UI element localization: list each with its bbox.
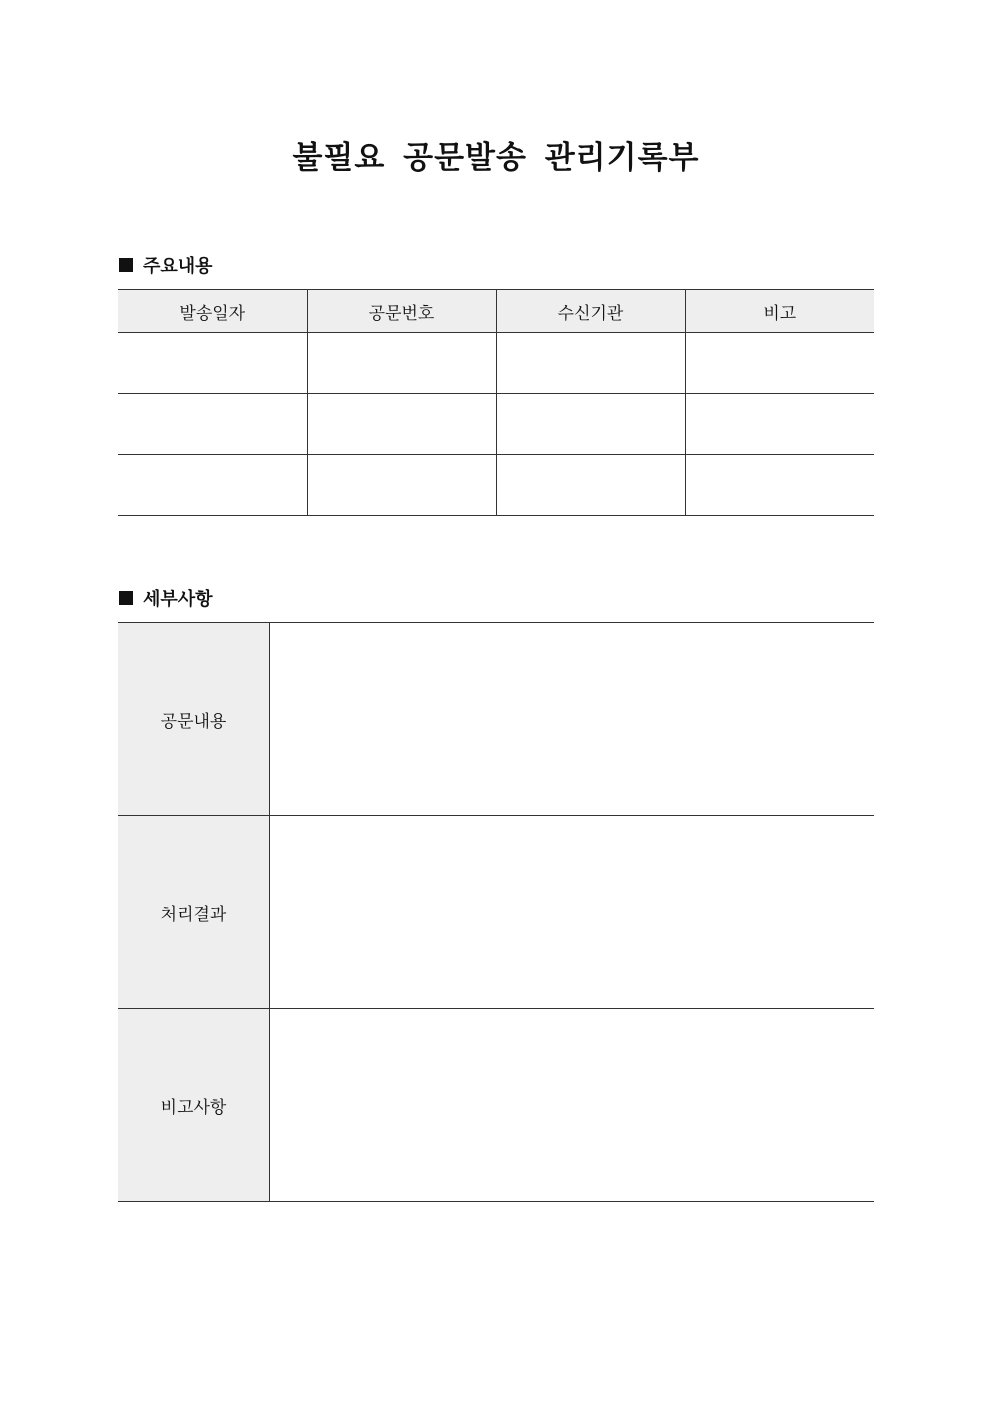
summary-table: [118, 289, 874, 516]
column-header-recipient-agency: 수신기관: [496, 290, 685, 333]
recipient-agency-cell[interactable]: [496, 394, 685, 455]
detail-label-processing-result: 처리결과: [118, 816, 270, 1009]
table-row: [118, 333, 874, 394]
recipient-agency-cell[interactable]: [496, 455, 685, 516]
remarks-cell[interactable]: [685, 455, 874, 516]
detail-row-processing-result: [118, 816, 874, 1009]
column-header-document-number: 공문번호: [307, 290, 496, 333]
details-section-title: 세부사항: [143, 589, 213, 610]
send-date-cell[interactable]: [118, 455, 307, 516]
detail-value-remarks[interactable]: [270, 1009, 875, 1202]
detail-value-processing-result[interactable]: [270, 816, 875, 1009]
black-square-icon: [119, 591, 133, 605]
table-row: [118, 394, 874, 455]
document-number-cell[interactable]: [307, 394, 496, 455]
send-date-cell[interactable]: [118, 394, 307, 455]
details-section-heading: [119, 585, 213, 611]
black-square-icon: [119, 258, 133, 272]
detail-row-document-content: [118, 623, 874, 816]
detail-value-document-content[interactable]: [270, 623, 875, 816]
send-date-cell[interactable]: [118, 333, 307, 394]
summary-header-row: [118, 290, 874, 333]
document-title: 불필요 공문발송 관리기록부: [292, 140, 700, 176]
column-header-send-date: 발송일자: [118, 290, 307, 333]
remarks-cell[interactable]: [685, 394, 874, 455]
detail-label-document-content: 공문내용: [118, 623, 270, 816]
summary-section-heading: [119, 252, 213, 278]
detail-row-remarks: [118, 1009, 874, 1202]
summary-section-title: 주요내용: [143, 256, 213, 277]
table-row: [118, 455, 874, 516]
remarks-cell[interactable]: [685, 333, 874, 394]
document-number-cell[interactable]: [307, 455, 496, 516]
document-number-cell[interactable]: [307, 333, 496, 394]
recipient-agency-cell[interactable]: [496, 333, 685, 394]
column-header-remarks: 비고: [685, 290, 874, 333]
detail-label-remarks: 비고사항: [118, 1009, 270, 1202]
details-table: [118, 622, 874, 1202]
